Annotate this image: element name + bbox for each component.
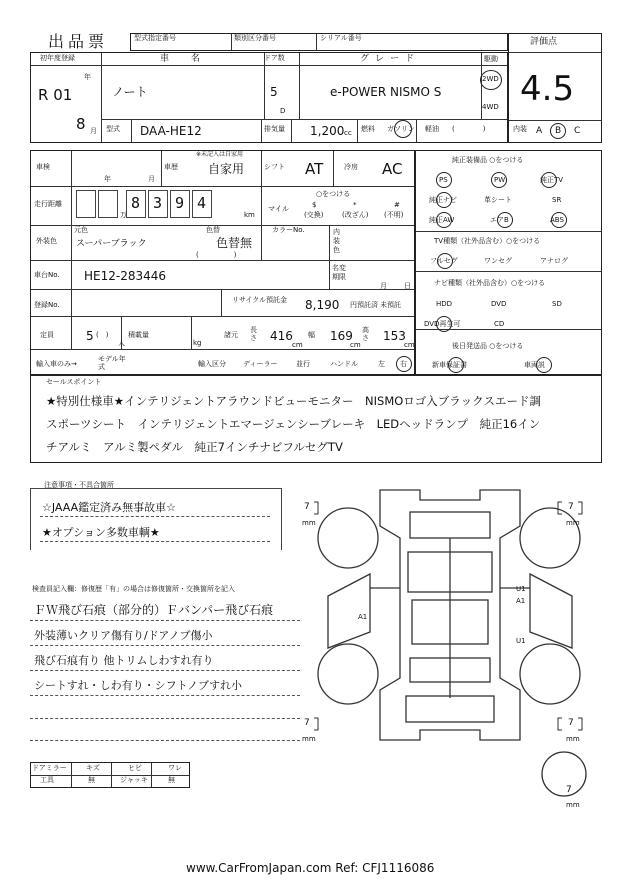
recycle-value: 8,190	[305, 298, 340, 312]
displacement-label: 排気量	[264, 125, 285, 133]
first-reg-label: 初年度登録	[40, 54, 75, 62]
unknown-bot: (不明)	[384, 211, 404, 219]
equip-ps: PS	[439, 176, 448, 184]
door-type: D	[280, 107, 286, 115]
rating-label: 評価点	[530, 37, 558, 47]
color-no-label: 色替	[206, 226, 220, 234]
mileage-label: 走行距離	[34, 200, 62, 208]
mileage-digit-6: 4	[197, 194, 207, 212]
tire-fl-mm: mm	[302, 519, 316, 527]
footer-ref: www.CarFromJapan.com Ref: CFJ1116086	[186, 861, 435, 875]
sales-line-2: スポーツシート インテリジェントエマージェンシーブレーキ LEDヘッドランプ 純正16イン	[46, 417, 541, 431]
fuel-paren: ( )	[452, 125, 486, 133]
displacement-value: 1,200	[310, 124, 345, 138]
load-label: 積載量	[128, 331, 149, 339]
history-value: 自家用	[208, 162, 245, 176]
name-change: 名変期限	[332, 264, 346, 281]
mirror-h1: ドアミラー	[32, 764, 67, 772]
grade-label: グレード	[360, 54, 421, 64]
interior-color: 内装色	[333, 228, 340, 254]
fuel-label: 燃料	[361, 125, 375, 133]
shift-value: AT	[305, 160, 324, 178]
inspector-line-4: シートすれ・しわ有り・シフトノブすれ小	[34, 679, 243, 692]
tire-rr-value: 7	[568, 718, 574, 728]
tire-rl-mm: mm	[302, 735, 316, 743]
ac-label: 冷房	[344, 163, 358, 171]
drive-label: 駆動	[484, 55, 498, 63]
import-class: 輸入区分	[198, 360, 226, 368]
year-value: R 01	[38, 86, 73, 104]
inspector-line-2: 外装薄いクリア傷有り/ドアノブ傷小	[34, 629, 213, 642]
serial-label: シリアル番号	[320, 34, 362, 42]
fuel-gas: ガソリン	[387, 125, 415, 133]
mile-label: マイル	[268, 205, 289, 213]
car-name-label: 車名	[160, 54, 223, 64]
capacity-paren: ( )	[96, 331, 109, 339]
wheel-fr	[520, 508, 580, 568]
tire-fl-value: 7	[304, 502, 310, 512]
mirror-r3: ジャッキ	[120, 776, 148, 784]
mark-u1-right: U1	[516, 585, 526, 593]
year-unit: 年	[84, 73, 91, 81]
exchange-top: $	[312, 201, 317, 209]
altered-top: *	[353, 201, 357, 209]
circle-manual	[536, 357, 552, 373]
name-change-d: 日	[404, 282, 411, 290]
import-label: 輸入車のみ→	[36, 360, 77, 368]
tire-rr-mm: mm	[566, 735, 580, 743]
reg-label: 登録No.	[34, 301, 60, 309]
tv-analog: アナログ	[540, 257, 568, 265]
notes-line-1: ☆JAAA鑑定済み無事故車☆	[42, 501, 176, 514]
cert-row	[130, 33, 508, 51]
later-manual: 車両説	[524, 361, 545, 369]
wheel-rl	[318, 644, 378, 704]
model-year-label: モデル年式	[98, 355, 126, 371]
cc-unit: cc	[344, 129, 352, 137]
width-cm: cm	[350, 341, 361, 349]
circle-airbag	[497, 212, 513, 228]
color-paren: ( )	[196, 251, 237, 259]
color-label: 外装色	[36, 237, 57, 245]
wheel-spare	[542, 752, 586, 796]
capacity-label: 定員	[40, 331, 54, 339]
notes-line-2: ★オプション多数車輌★	[42, 526, 160, 539]
fuel-diesel: 軽油	[425, 125, 439, 133]
width-label: 幅	[308, 331, 315, 339]
wheel-fl	[318, 508, 378, 568]
kg-unit: kg	[193, 339, 202, 347]
mirror-h4: ワレ	[168, 764, 182, 772]
sheet-title: 出品票	[48, 32, 109, 51]
mirror-r1: 工具	[40, 776, 54, 784]
navi-sd: SD	[552, 300, 562, 308]
tire-rl-value: 7	[304, 718, 310, 728]
exchange-bot: (交換)	[304, 211, 324, 219]
tire-spare-value: 7	[566, 785, 572, 795]
equip-pw: PW	[494, 176, 506, 184]
inspection-month: 月	[148, 175, 155, 183]
car-name: ノート	[112, 85, 148, 99]
circle-note: ○をつける	[316, 190, 351, 198]
height-label: 高さ	[362, 326, 369, 342]
mark-a1-left: A1	[358, 613, 368, 621]
person-unit: 人	[118, 339, 125, 347]
len-cm: cm	[292, 341, 303, 349]
tv-full: フルセグ	[430, 257, 458, 265]
color-no: カラーNo.	[272, 226, 305, 234]
equip-abs: ABS	[550, 216, 564, 224]
wheel-rr	[520, 644, 580, 704]
mirror-r4: 無	[168, 776, 175, 784]
class-label: 類別区分番号	[234, 34, 276, 42]
navi-hdd: HDD	[436, 300, 453, 308]
ac-value: AC	[382, 160, 403, 178]
mileage-digit-3: 8	[131, 194, 141, 212]
equip-aw: 純正AW	[429, 216, 455, 224]
len-label: 長さ	[250, 326, 257, 342]
interior-grade-a: A	[536, 126, 543, 136]
capacity-value: 5	[86, 329, 94, 343]
inspector-line-3: 飛び石痕有り 他トリムしわすれ有り	[34, 654, 214, 667]
equip-airbag: エアB	[490, 216, 509, 224]
mirror-h2: キズ	[86, 764, 100, 772]
km-unit: km	[244, 211, 255, 219]
car-diagram	[300, 478, 600, 818]
name-change-m: 月	[380, 282, 387, 290]
fuel-circle	[394, 120, 412, 138]
equip-tv: 純正TV	[540, 176, 564, 184]
width-value: 169	[330, 329, 353, 343]
later-warranty: 新車保証書	[432, 361, 467, 369]
tire-fr-mm: mm	[566, 519, 580, 527]
circle-tv-full	[437, 253, 453, 269]
navi-cd: CD	[494, 320, 505, 328]
mileage-digit-5: 9	[175, 194, 185, 212]
height-cm: cm	[404, 341, 415, 349]
color-change: 色替無	[216, 236, 253, 250]
unknown-top: #	[394, 201, 400, 209]
circle-abs	[551, 212, 567, 228]
length-value: 416	[270, 329, 293, 343]
interior-label: 内装	[513, 125, 527, 133]
chassis-value: HE12-283446	[84, 269, 167, 283]
sales-line-1: ★特別仕様車★インテリジェントアラウンドビューモニター NISMOロゴ入ブラックスエード調	[46, 394, 541, 408]
circle-ps	[436, 172, 452, 188]
drive-4wd: 4WD	[482, 103, 499, 111]
grade-value: e-POWER NISMO S	[330, 85, 442, 99]
handle: ハンドル	[330, 360, 358, 368]
tire-fr-value: 7	[568, 502, 574, 512]
mirror-r2: 無	[88, 776, 95, 784]
mark-a1-right: A1	[516, 597, 526, 605]
equip-navi: 純正ナビ	[429, 196, 457, 204]
month-unit: 月	[90, 127, 97, 135]
recycle-label: リサイクル預託金	[232, 296, 288, 304]
history-label: 車歴	[164, 163, 178, 171]
navi-dvd: DVD	[491, 300, 507, 308]
circle-warranty	[448, 357, 464, 373]
chassis-label: 車台No.	[34, 271, 60, 279]
model-label: 型式	[106, 125, 120, 133]
grade-circle	[550, 123, 566, 139]
genuine-title: 純正装備品 ○をつける	[452, 156, 524, 164]
equip-sr: SR	[552, 196, 562, 204]
model-cert-label: 型式指定番号	[134, 34, 176, 42]
doors-value: 5	[270, 85, 278, 99]
door-label: ドア数	[264, 54, 285, 62]
sales-label: セールスポイント	[46, 378, 102, 386]
history-note: ※未記入は自家用	[196, 151, 244, 158]
sales-line-3: チアルミ アルミ製ペダル 純正7インチナビフルセグTV	[46, 440, 343, 454]
dims-label: 諸元	[224, 331, 238, 339]
altered-bot: (改ざん)	[342, 211, 369, 219]
recycle-unpaid: 未預託	[380, 301, 401, 309]
inspector-line-1: ＦＷ飛び石痕（部分的）Ｆバンパー飛び石痕	[34, 603, 274, 617]
inspector-label: 検査員記入欄：修復歴「有」の場合は修復箇所・交換箇所を記入	[32, 585, 235, 593]
mileage-digit-4: 3	[153, 194, 163, 212]
height-value: 153	[383, 329, 406, 343]
navi-dvdplay: DVD再生可	[424, 320, 461, 328]
left-handle: 左	[378, 360, 385, 368]
equip-leather: 革シート	[484, 196, 512, 204]
right-handle: 右	[400, 360, 407, 368]
shift-label: シフト	[264, 163, 285, 171]
orig-color: スーパーブラック	[76, 239, 147, 249]
tire-spare-mm: mm	[566, 801, 580, 809]
tv-one: ワンセグ	[484, 257, 512, 265]
notes-label: 注意事項・不具合箇所	[44, 481, 114, 489]
circle-pw	[491, 172, 507, 188]
circle-tv	[541, 172, 557, 188]
circle-dvdplay	[436, 316, 452, 332]
drive-2wd: 2WD	[482, 75, 499, 83]
month-value: 8	[76, 115, 86, 133]
interior-grade-c: C	[574, 126, 581, 136]
inspection-year: 年	[104, 175, 111, 183]
tv-title: TV種類（社外品含む）○をつける	[434, 237, 541, 245]
circle-navi	[436, 192, 452, 208]
mark-u1-rear: U1	[516, 637, 526, 645]
later-title: 後日発送品 ○をつける	[452, 342, 524, 350]
dealer: ディーラー	[243, 360, 278, 368]
interior-grade-b: B	[555, 126, 562, 136]
drive-circle	[480, 70, 502, 90]
handle-circle	[396, 356, 412, 372]
parallel: 並行	[296, 360, 310, 368]
rating-value: 4.5	[520, 69, 575, 109]
navi-title: ナビ種類（社外品含む）○をつける	[434, 279, 546, 287]
model-value: DAA-HE12	[140, 124, 202, 138]
mirror-h3: ヒビ	[128, 764, 142, 772]
man-unit: 万	[120, 211, 127, 219]
recycle-paid: 円預託済	[350, 301, 378, 309]
circle-aw	[436, 212, 452, 228]
inspection-label: 車検	[36, 163, 50, 171]
orig-color-label: 元色	[74, 226, 88, 234]
